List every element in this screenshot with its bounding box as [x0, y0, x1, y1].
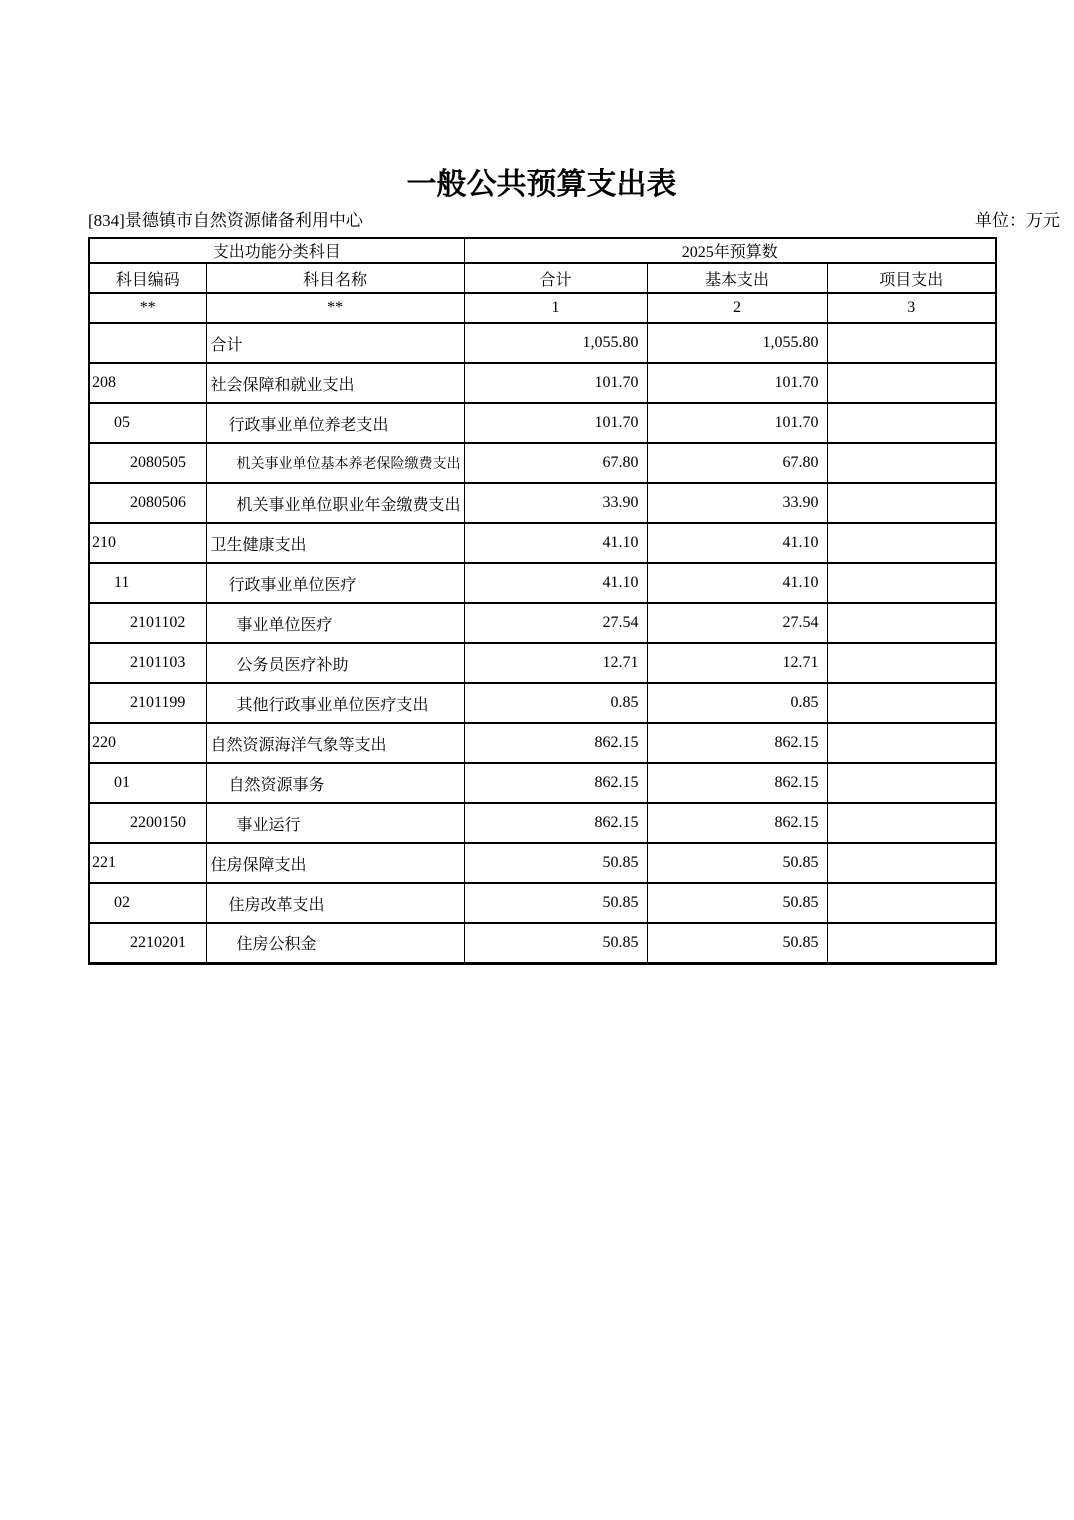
table-row	[89, 603, 996, 643]
row-total-value: 41.10	[464, 563, 647, 603]
table-row	[89, 403, 996, 443]
row-name: 自然资源海洋气象等支出	[206, 723, 464, 763]
row-name: 其他行政事业单位医疗支出	[206, 683, 464, 723]
row-total-value: 41.10	[464, 523, 647, 563]
header-index-project: 3	[827, 293, 996, 323]
header-star-code: **	[89, 293, 206, 323]
row-code: 2101199	[89, 683, 206, 723]
header-index-total: 1	[464, 293, 647, 323]
table-row	[89, 683, 996, 723]
row-name: 合计	[206, 323, 464, 363]
row-code: 01	[89, 763, 206, 803]
row-project-value	[827, 763, 996, 803]
table-row	[89, 563, 996, 603]
row-code: 2080506	[89, 483, 206, 523]
row-basic-value: 50.85	[647, 843, 827, 883]
row-basic-value: 862.15	[647, 803, 827, 843]
row-basic-value: 862.15	[647, 723, 827, 763]
row-project-value	[827, 403, 996, 443]
row-total-value: 50.85	[464, 923, 647, 963]
organization-name: [834]景德镇市自然资源储备利用中心	[88, 211, 363, 230]
row-name: 公务员医疗补助	[206, 643, 464, 683]
header-star-name: **	[206, 293, 464, 323]
header-col-code: 科目编码	[89, 263, 206, 293]
row-total-value: 33.90	[464, 483, 647, 523]
row-code: 2080505	[89, 443, 206, 483]
row-code: 2101102	[89, 603, 206, 643]
row-basic-value: 67.80	[647, 443, 827, 483]
row-name: 住房保障支出	[206, 843, 464, 883]
row-project-value	[827, 483, 996, 523]
page-title: 一般公共预算支出表	[406, 168, 677, 201]
row-basic-value: 50.85	[647, 883, 827, 923]
table-row	[89, 843, 996, 883]
row-total-value: 67.80	[464, 443, 647, 483]
row-basic-value: 33.90	[647, 483, 827, 523]
row-basic-value: 41.10	[647, 523, 827, 563]
row-basic-value: 862.15	[647, 763, 827, 803]
row-name: 卫生健康支出	[206, 523, 464, 563]
row-project-value	[827, 563, 996, 603]
row-code: 02	[89, 883, 206, 923]
row-name: 住房改革支出	[206, 883, 464, 923]
table-row	[89, 763, 996, 803]
table-row	[89, 523, 996, 563]
table-row	[89, 483, 996, 523]
row-name: 住房公积金	[206, 923, 464, 963]
row-basic-value: 50.85	[647, 923, 827, 963]
table-row	[89, 923, 996, 963]
row-total-value: 1,055.80	[464, 323, 647, 363]
row-name: 行政事业单位养老支出	[206, 403, 464, 443]
unit-label: 单位：万元	[975, 211, 1060, 230]
row-basic-value: 12.71	[647, 643, 827, 683]
table-row	[89, 883, 996, 923]
row-project-value	[827, 323, 996, 363]
row-code: 221	[89, 843, 206, 883]
table-row	[89, 803, 996, 843]
header-group-row	[89, 238, 996, 263]
row-project-value	[827, 603, 996, 643]
row-total-value: 50.85	[464, 883, 647, 923]
header-col-name: 科目名称	[206, 263, 464, 293]
header-columns-row	[89, 263, 996, 293]
header-col-basic: 基本支出	[647, 263, 827, 293]
row-name: 自然资源事务	[206, 763, 464, 803]
row-total-value: 101.70	[464, 363, 647, 403]
row-project-value	[827, 443, 996, 483]
table-row	[89, 643, 996, 683]
header-group-function: 支出功能分类科目	[89, 238, 464, 263]
row-total-value: 12.71	[464, 643, 647, 683]
row-total-value: 101.70	[464, 403, 647, 443]
row-code: 2200150	[89, 803, 206, 843]
row-project-value	[827, 803, 996, 843]
row-total-value: 862.15	[464, 803, 647, 843]
row-basic-value: 27.54	[647, 603, 827, 643]
row-basic-value: 101.70	[647, 363, 827, 403]
row-name: 社会保障和就业支出	[206, 363, 464, 403]
row-project-value	[827, 923, 996, 963]
row-project-value	[827, 883, 996, 923]
row-basic-value: 1,055.80	[647, 323, 827, 363]
row-code: 2210201	[89, 923, 206, 963]
row-basic-value: 41.10	[647, 563, 827, 603]
row-total-value: 0.85	[464, 683, 647, 723]
row-basic-value: 0.85	[647, 683, 827, 723]
table-row	[89, 363, 996, 403]
row-code: 210	[89, 523, 206, 563]
row-code	[89, 323, 206, 363]
header-group-budget-2025: 2025年预算数	[464, 238, 996, 263]
table-row	[89, 723, 996, 763]
row-total-value: 862.15	[464, 723, 647, 763]
row-code: 11	[89, 563, 206, 603]
row-code: 2101103	[89, 643, 206, 683]
header-index-basic: 2	[647, 293, 827, 323]
header-col-total: 合计	[464, 263, 647, 293]
table-row	[89, 443, 996, 483]
row-project-value	[827, 523, 996, 563]
row-project-value	[827, 723, 996, 763]
row-name: 机关事业单位基本养老保险缴费支出	[206, 443, 464, 483]
table-row	[89, 323, 996, 363]
row-code: 220	[89, 723, 206, 763]
row-name: 机关事业单位职业年金缴费支出	[206, 483, 464, 523]
budget-table	[88, 237, 997, 965]
row-total-value: 862.15	[464, 763, 647, 803]
row-project-value	[827, 643, 996, 683]
header-col-project: 项目支出	[827, 263, 996, 293]
row-name: 行政事业单位医疗	[206, 563, 464, 603]
row-code: 05	[89, 403, 206, 443]
row-basic-value: 101.70	[647, 403, 827, 443]
header-index-row	[89, 293, 996, 323]
row-name: 事业单位医疗	[206, 603, 464, 643]
table-header	[89, 238, 996, 323]
table-body	[89, 323, 996, 963]
row-total-value: 50.85	[464, 843, 647, 883]
row-code: 208	[89, 363, 206, 403]
row-project-value	[827, 363, 996, 403]
row-project-value	[827, 683, 996, 723]
row-total-value: 27.54	[464, 603, 647, 643]
row-name: 事业运行	[206, 803, 464, 843]
row-project-value	[827, 843, 996, 883]
meta-row	[88, 212, 1060, 230]
